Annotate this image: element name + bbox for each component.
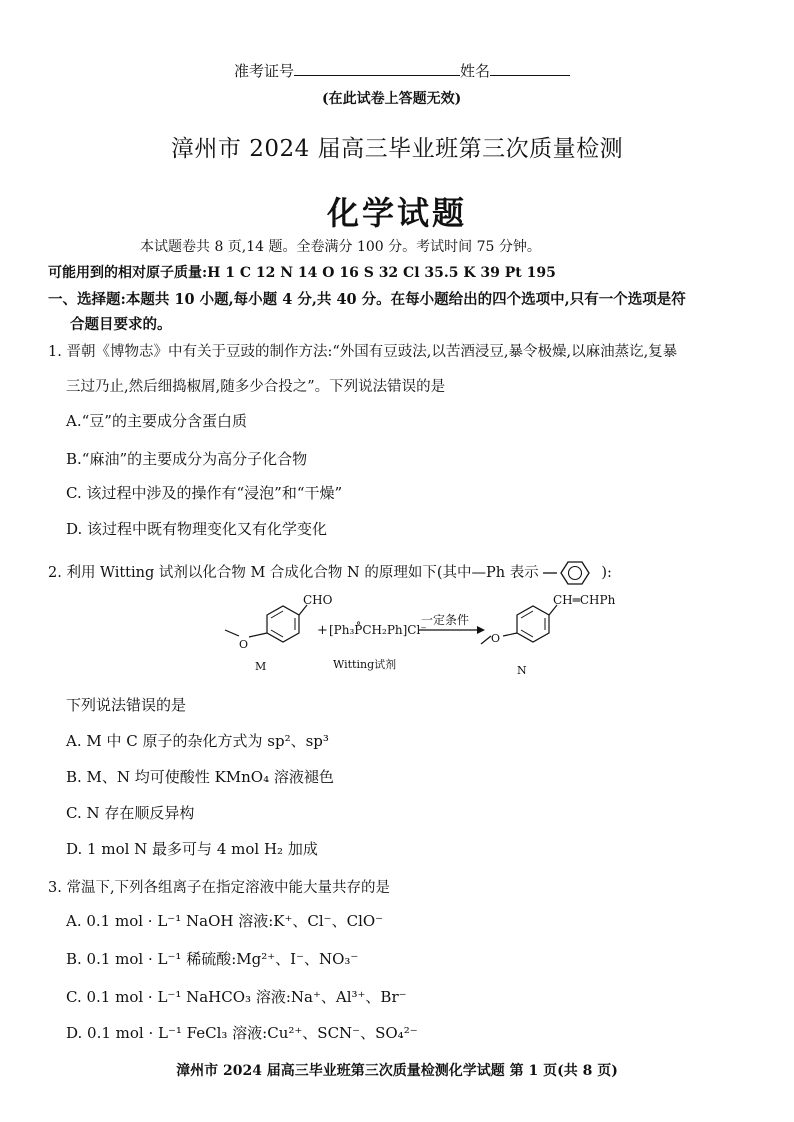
q1-option-d[interactable]: D. 该过程中既有物理变化又有化学变化 bbox=[66, 520, 328, 538]
q3-option-c[interactable]: C. 0.1 mol · L⁻¹ NaHCO₃ 溶液:Na⁺、Al³⁺、Br⁻ bbox=[66, 988, 407, 1006]
q2-stem: 下列说法错误的是 bbox=[66, 696, 187, 714]
name-label: 姓名 bbox=[460, 62, 491, 80]
name-field[interactable] bbox=[490, 61, 570, 76]
page-footer: 漳州市 2024 届高三毕业班第三次质量检测化学试题 第 1 页(共 8 页) bbox=[176, 1063, 618, 1079]
m-oxygen-atom: O bbox=[239, 638, 249, 651]
q3-option-a[interactable]: A. 0.1 mol · L⁻¹ NaOH 溶液:K⁺、Cl⁻、ClO⁻ bbox=[66, 912, 384, 930]
m-aldehyde-group: CHO bbox=[303, 593, 333, 607]
exam-header bbox=[234, 60, 570, 81]
subject-title: 化学试题 bbox=[326, 194, 467, 232]
witting-reagent-formula: [Ph₃P̊CH₂Ph]Cl⁻ bbox=[329, 623, 427, 637]
benzene-ring-icon bbox=[543, 560, 601, 586]
plus-sign: + bbox=[317, 623, 328, 638]
exam-title: 漳州市 2024 届高三毕业班第三次质量检测 bbox=[170, 136, 624, 162]
n-vinyl-group: CH═CHPh bbox=[553, 593, 616, 607]
section-heading-line2: 合题目要求的。 bbox=[70, 316, 172, 333]
q2-stem-line1 bbox=[48, 560, 612, 586]
reaction-condition: 一定条件 bbox=[421, 613, 470, 627]
q2-stem-end: ): bbox=[601, 565, 612, 581]
witting-reagent-label: Witting试剂 bbox=[333, 658, 397, 671]
exam-number-label: 准考证号 bbox=[234, 62, 295, 80]
q2-option-b[interactable]: B. M、N 均可使酸性 KMnO₄ 溶液褪色 bbox=[66, 768, 334, 786]
compound-m-label: M bbox=[255, 660, 267, 673]
section-heading-line1: 一、选择题:本题共 10 小题,每小题 4 分,共 40 分。在每小题给出的四个选项中,只有一个选项是符 bbox=[48, 291, 686, 308]
q2-option-c[interactable]: C. N 存在顺反异构 bbox=[66, 804, 195, 822]
q1-option-c[interactable]: C. 该过程中涉及的操作有“浸泡”和“干燥” bbox=[66, 484, 343, 502]
reaction-scheme bbox=[215, 590, 635, 680]
compound-n-structure bbox=[481, 593, 616, 677]
q3-option-b[interactable]: B. 0.1 mol · L⁻¹ 稀硫酸:Mg²⁺、I⁻、NO₃⁻ bbox=[66, 950, 359, 968]
exam-number-field[interactable] bbox=[294, 61, 460, 76]
exam-info: 本试题卷共 8 页,14 题。全卷满分 100 分。考试时间 75 分钟。 bbox=[140, 239, 541, 255]
q1-option-b[interactable]: B.“麻油”的主要成分为高分子化合物 bbox=[66, 450, 308, 468]
answer-notice: (在此试卷上答题无效) bbox=[322, 91, 462, 107]
n-oxygen-atom: O bbox=[491, 632, 501, 645]
q1-stem-line2: 三过乃止,然后细捣椒屑,随多少合投之”。下列说法错误的是 bbox=[66, 379, 446, 395]
q2-option-d[interactable]: D. 1 mol N 最多可与 4 mol H₂ 加成 bbox=[66, 840, 318, 858]
atomic-mass-line: 可能用到的相对原子质量:H 1 C 12 N 14 O 16 S 32 Cl 35.5 K 39 Pt 195 bbox=[48, 265, 556, 281]
q2-stem-text: 2. 利用 Witting 试剂以化合物 M 合成化合物 N 的原理如下(其中—Ph 表示 bbox=[48, 565, 539, 581]
q3-option-d[interactable]: D. 0.1 mol · L⁻¹ FeCl₃ 溶液:Cu²⁺、SCN⁻、SO₄²⁻ bbox=[66, 1024, 418, 1042]
q3-stem: 3. 常温下,下列各组离子在指定溶液中能大量共存的是 bbox=[48, 880, 391, 896]
q1-stem-line1: 1. 晋朝《博物志》中有关于豆豉的制作方法:“外国有豆豉法,以苦酒浸豆,暴令极燥,以麻油蒸讫,复暴 bbox=[48, 344, 678, 360]
q1-option-a[interactable]: A.“豆”的主要成分含蛋白质 bbox=[66, 412, 247, 430]
q2-option-a[interactable]: A. M 中 C 原子的杂化方式为 sp²、sp³ bbox=[66, 732, 329, 750]
compound-n-label: N bbox=[517, 664, 527, 677]
